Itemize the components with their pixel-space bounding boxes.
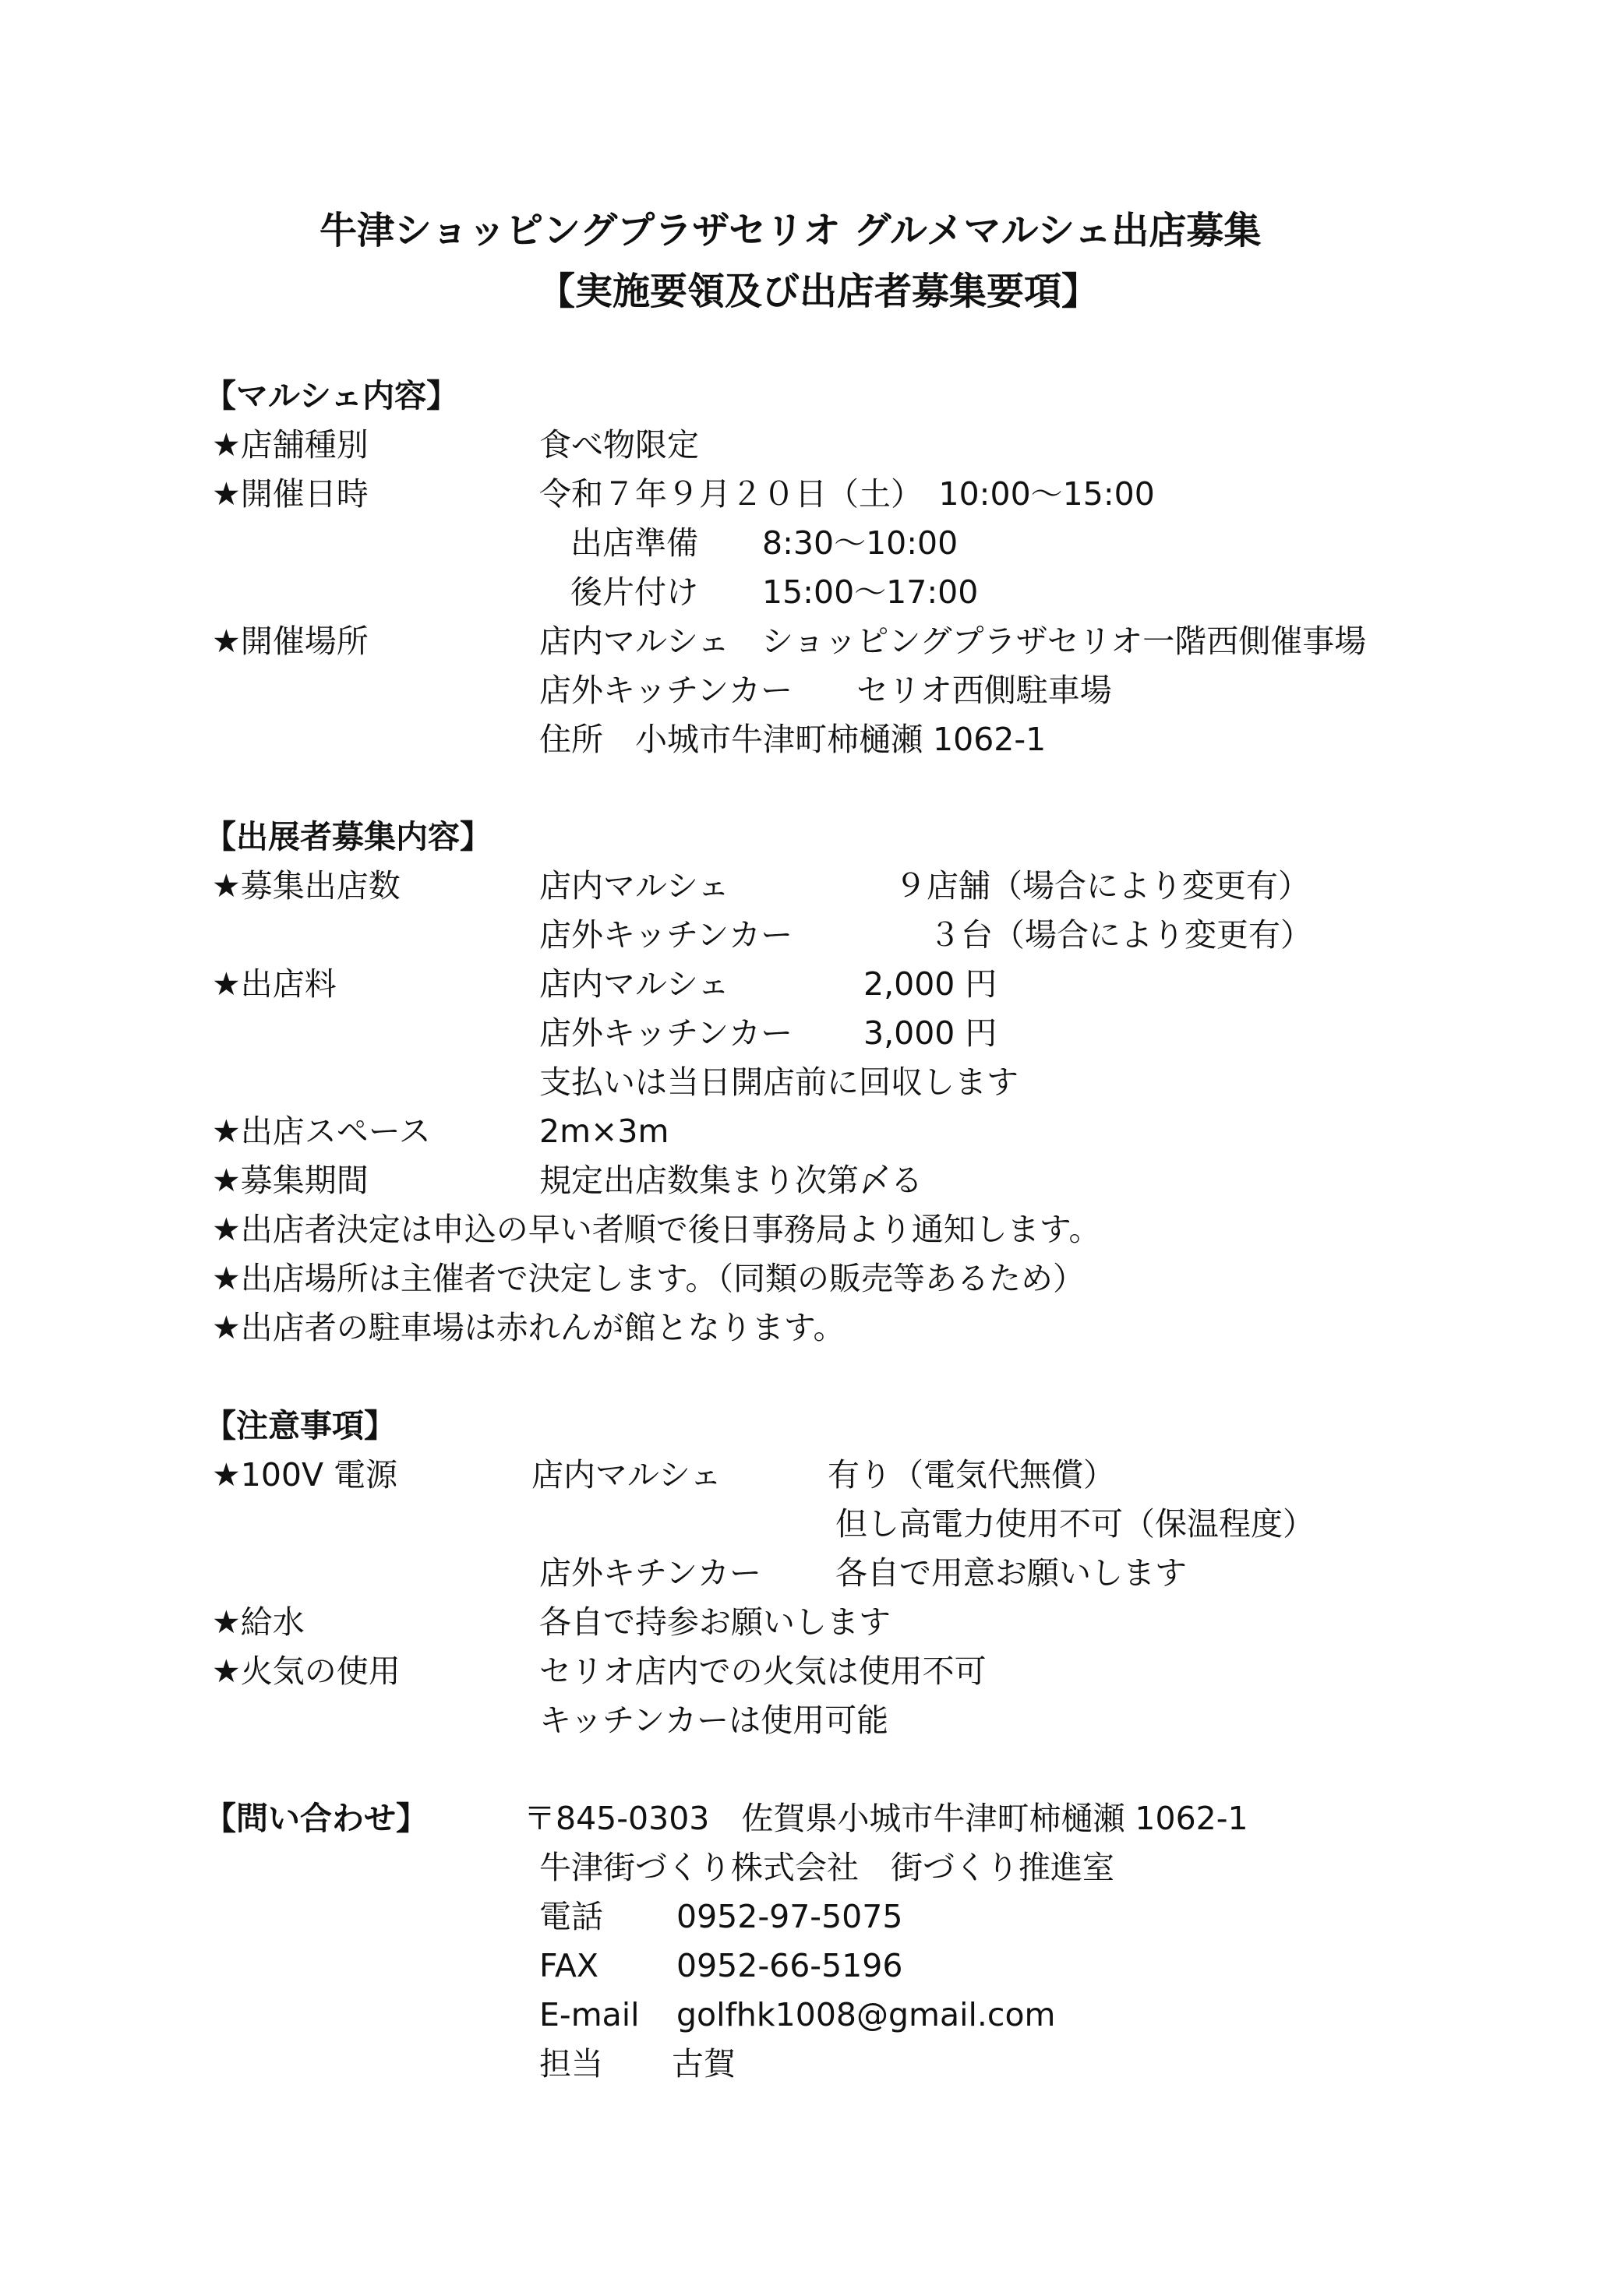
- fee-label: ★出店料: [212, 965, 337, 1003]
- space-label: ★出店スペース: [212, 1113, 431, 1150]
- person-value: 古賀: [672, 2045, 736, 2083]
- count-inside-value: ９店舗（場合により変更有）: [895, 867, 1310, 905]
- section-heading-marche: 【マルシェ内容】: [204, 377, 459, 414]
- water-value: 各自で持参お願いします: [539, 1603, 891, 1641]
- power-outside-label: 店外キチンカー: [539, 1554, 761, 1592]
- period-value: 規定出店数集まり次第〆る: [539, 1162, 923, 1199]
- email-label: E-mail: [539, 1996, 640, 2033]
- fire-value-2: キッチンカーは使用可能: [539, 1702, 889, 1739]
- datetime-value: 令和７年９月２０日（土） 10:00～15:00: [539, 475, 1155, 513]
- fire-label: ★火気の使用: [212, 1652, 401, 1690]
- power-label: ★100V 電源: [212, 1456, 398, 1494]
- count-outside-label: 店外キッチンカー: [539, 916, 793, 954]
- fee-inside-label: 店内マルシェ: [539, 965, 730, 1003]
- section-heading-recruit: 【出展者募集内容】: [204, 818, 492, 855]
- store-type-label: ★店舗種別: [212, 426, 369, 464]
- count-inside-label: 店内マルシェ: [539, 867, 730, 905]
- setup-time: 出店準備 8:30～10:00: [570, 524, 959, 562]
- recruit-note-3: ★出店者の駐車場は赤れんが館となります。: [212, 1309, 846, 1346]
- power-inside-note: 但し高電力使用不可（保温程度）: [835, 1505, 1315, 1543]
- venue-outside: 店外キッチンカー セリオ西側駐車場: [539, 672, 1112, 709]
- fax-label: FAX: [539, 1947, 598, 1984]
- space-value: 2m×3m: [539, 1113, 669, 1150]
- tel-value: 0952-97-5075: [676, 1898, 903, 1935]
- fee-inside-value: 2,000 円: [863, 965, 997, 1003]
- water-label: ★給水: [212, 1603, 305, 1641]
- page-title: 牛津ショッピングプラザセリオ グルメマルシェ出店募集: [320, 209, 1262, 252]
- email-value: golfhk1008@gmail.com: [676, 1996, 1056, 2033]
- section-heading-notes: 【注意事項】: [204, 1407, 396, 1444]
- period-label: ★募集期間: [212, 1162, 369, 1199]
- count-label: ★募集出店数: [212, 867, 401, 905]
- fee-outside-value: 3,000 円: [863, 1014, 997, 1052]
- person-label: 担当: [539, 2045, 603, 2083]
- contact-address: 〒845-0303 佐賀県小城市牛津町柿樋瀬 1062-1: [524, 1800, 1248, 1837]
- venue-address: 住所 小城市牛津町柿樋瀬 1062-1: [539, 721, 1047, 758]
- venue-inside: 店内マルシェ ショッピングプラザセリオ一階西側催事場: [539, 622, 1367, 660]
- power-outside-value: 各自で用意お願いします: [835, 1554, 1187, 1592]
- recruit-note-2: ★出店場所は主催者で決定します。（同類の販売等あるため）: [212, 1260, 1085, 1297]
- venue-label: ★開催場所: [212, 622, 369, 660]
- section-heading-contact: 【問い合わせ】: [204, 1800, 428, 1837]
- tel-label: 電話: [539, 1898, 603, 1935]
- fire-value-1: セリオ店内での火気は使用不可: [539, 1652, 987, 1690]
- power-inside-label: 店内マルシェ: [531, 1456, 722, 1494]
- page-subtitle: 【実施要領及び出店者募集要項】: [538, 270, 1100, 313]
- power-inside-value: 有り（電気代無償）: [828, 1456, 1115, 1494]
- fee-note: 支払いは当日開店前に回収します: [539, 1063, 1019, 1101]
- contact-org: 牛津街づくり株式会社 街づくり推進室: [539, 1849, 1114, 1886]
- fax-value: 0952-66-5196: [676, 1947, 903, 1984]
- fee-outside-label: 店外キッチンカー: [539, 1014, 793, 1052]
- cleanup-time: 後片付け 15:00～17:00: [570, 573, 979, 611]
- store-type-value: 食べ物限定: [539, 426, 699, 464]
- datetime-label: ★開催日時: [212, 475, 369, 513]
- recruit-note-1: ★出店者決定は申込の早い者順で後日事務局より通知します。: [212, 1211, 1101, 1248]
- count-outside-value: ３台（場合により変更有）: [929, 916, 1312, 954]
